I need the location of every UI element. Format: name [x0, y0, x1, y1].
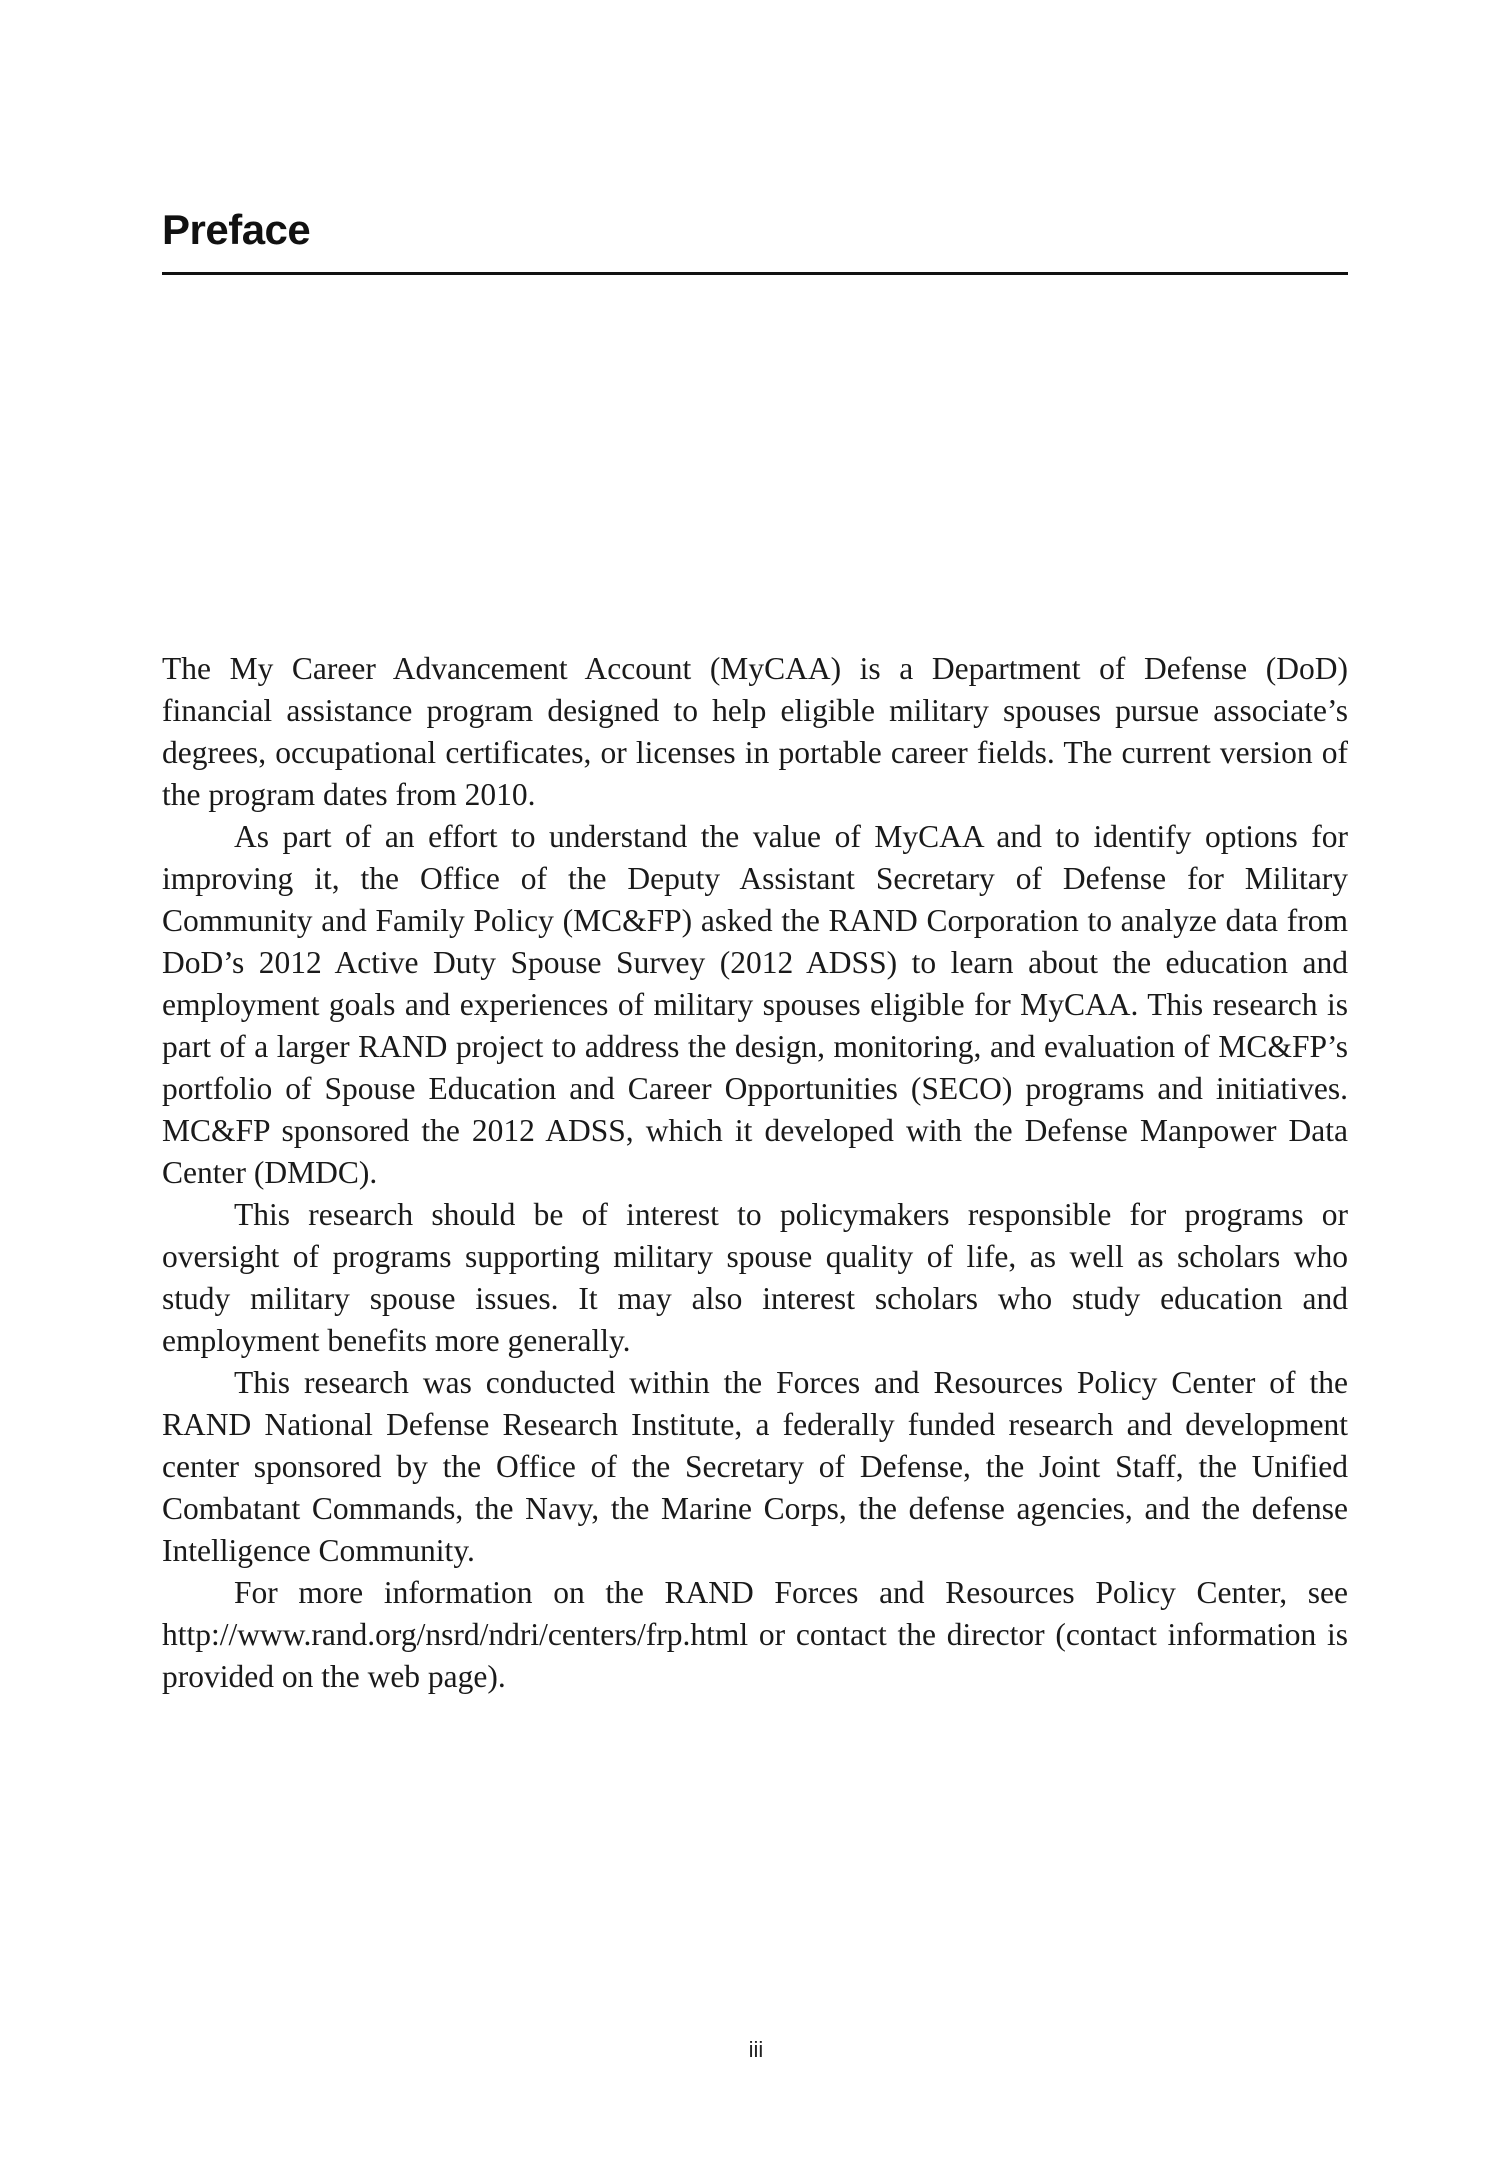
preface-body: [162, 648, 1348, 1698]
paragraph-more-information: For more information on the RAND Forces and Resources Policy Center, see http://www.rand.org/nsrd/ndri/centers/frp.html or contact the director (contact information is provided on the web page).: [162, 1575, 1348, 1694]
title-rule: [162, 272, 1348, 275]
page-number: iii: [748, 2037, 764, 2062]
paragraph-research-center: This research was conducted within the Forces and Resources Policy Center of the RAND National Defense Research Institute, a federally funded research and development center sponsored by the Office of the Secretary of Defense, the Joint Staff, the Unified Combatant Commands, the Navy, the Marine Corps, the defense agencies, and the defense Intelligence Community.: [162, 1365, 1348, 1568]
page-title: Preface: [162, 206, 311, 253]
paragraph-research-purpose: As part of an effort to understand the value of MyCAA and to identify options for improving it, the Office of the Deputy Assistant Secretary of Defense for Military Community and Family Policy (MC&FP) asked the RAND Corporation to analyze data from DoD’s 2012 Active Duty Spouse Survey (2012 ADSS) to learn about the education and employment goals and experiences of military spouses eligible for MyCAA. This research is part of a larger RAND project to address the design, monitoring, and evaluation of MC&FP’s portfolio of Spouse Education and Career Opportunities (SECO) programs and initiatives. MC&FP sponsored the 2012 ADSS, which it developed with the Defense Manpower Data Center (DMDC).: [162, 819, 1348, 1190]
paragraph-mycaa-intro: The My Career Advancement Account (MyCAA) is a Department of Defense (DoD) financial assistance program designed to help eligible military spouses pursue associate’s degrees, occupational certificates, or licenses in portable career fields. The current version of the program dates from 2010.: [162, 651, 1348, 812]
paragraph-audience: This research should be of interest to policymakers responsible for programs or oversight of programs supporting military spouse quality of life, as well as scholars who study military spouse issues. It may also interest scholars who study education and employment benefits more generally.: [162, 1197, 1348, 1358]
